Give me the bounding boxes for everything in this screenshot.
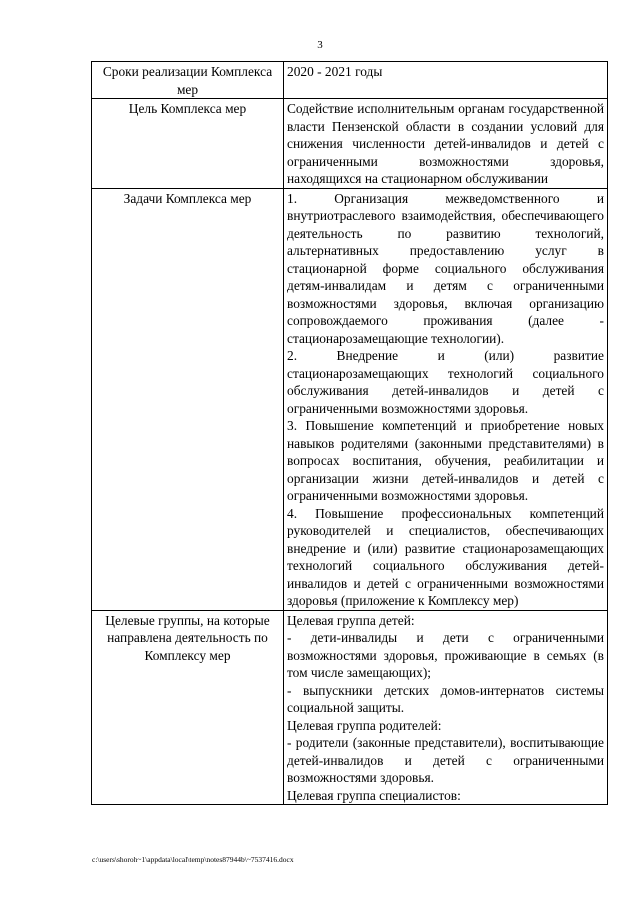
row-value-timeline [284, 62, 608, 99]
table-row [92, 610, 608, 805]
target-group-item: - дети-инвалиды и дети с ограниченными возможностями здоровья, проживающие в семьях (в том числе замещающих); [287, 630, 604, 680]
table-row [92, 62, 608, 99]
table-row [92, 188, 608, 610]
row-label-tasks: Задачи Комплекса мер [92, 188, 284, 610]
task-item-1: 1. Организация межведомственного и внутриотраслевого взаимодействия, обеспечивающего деятельность по развитию технологий, альтернативных предоставлению услуг в стационарной форме социального обслуживания детям-инвалидам и детям с ограниченными возможностями здоровья, включая организацию сопровождаемого проживания (далее - стационарозамещающие технологии). [287, 190, 604, 346]
target-group-specialists-heading: Целевая группа специалистов: [287, 787, 461, 803]
measures-table [91, 61, 608, 805]
page-number: 3 [317, 39, 323, 51]
file-path-footer: c:\users\shoroh~1\appdata\local\temp\notes87944b\~7537416.docx [92, 855, 294, 864]
goal-text: Содействие исполнительным органам государственной власти Пензенской области в создании условий для снижения численности детей-инвалидов и детей с ограниченными возможностями здоровья, находящихся на стационарном обслуживании [287, 101, 604, 186]
target-group-item: - выпускники детских домов-интернатов системы социальной защиты. [287, 682, 604, 715]
table-row [92, 99, 608, 189]
row-label-timeline: Сроки реализации Комплекса мер [92, 62, 284, 99]
row-value-goal [284, 99, 608, 189]
row-value-target-groups [284, 610, 608, 805]
timeline-text: 2020 - 2021 годы [287, 64, 383, 79]
task-item-4: 4. Повышение профессиональных компетенций руководителей и специалистов, обеспечивающих внедрение и (или) развитие стационарозамещающих технологий социального обслуживания детей-инвалидов и детей с ограниченными возможностями здоровья (приложение к Комплексу мер) [287, 505, 604, 608]
target-group-item: - родители (законные представители), воспитывающие детей-инвалидов и детей с ограниченными возможностями здоровья. [287, 735, 604, 785]
task-item-2: 2. Внедрение и (или) развитие стационарозамещающих технологий социального обслуживания детей-инвалидов и детей с ограниченными возможностями здоровья. [287, 348, 604, 416]
row-label-goal: Цель Комплекса мер [92, 99, 284, 189]
row-value-tasks [284, 188, 608, 610]
row-label-target-groups: Целевые группы, на которые направлена деятельность по Комплексу мер [92, 610, 284, 805]
target-group-children-heading: Целевая группа детей: [287, 612, 415, 628]
target-group-parents-heading: Целевая группа родителей: [287, 717, 442, 733]
task-item-3: 3. Повышение компетенций и приобретение новых навыков родителями (законными представителями) в вопросах воспитания, обучения, реабилитации и организации жизни детей-инвалидов и детей с ограниченными возможностями здоровья. [287, 418, 604, 503]
